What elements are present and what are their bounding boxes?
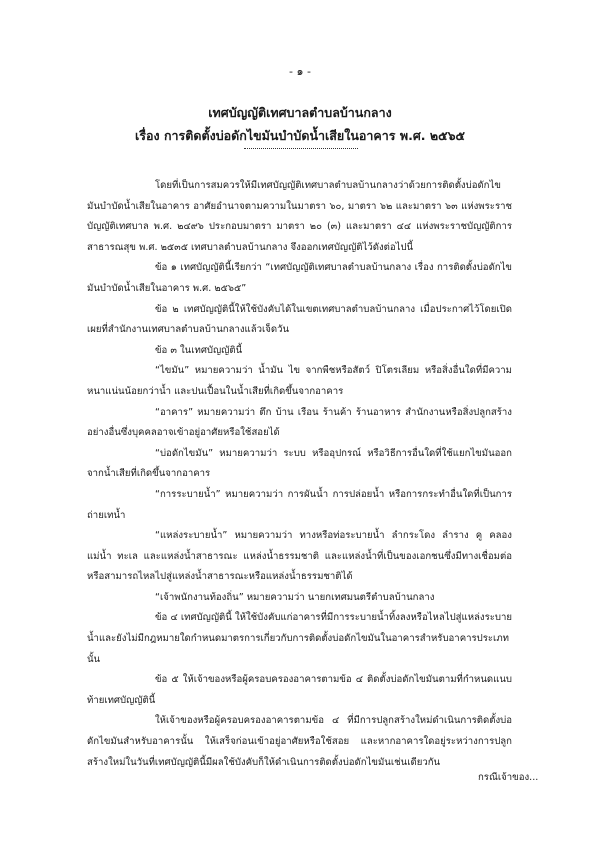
- paragraph: “ไขมัน” หมายความว่า น้ำมัน ไข จากพืชหรือสัตว์ ปิโตรเลียม หรือสิ่งอื่นใดที่มีความหนาแน่นน้อยกว่าน้ำ และปนเปื้อนในน้ำเสียที่เกิดขึ้นจากอาคาร: [87, 365, 512, 397]
- document-title: เทศบัญญัติเทศบาลตำบลบ้านกลาง: [208, 105, 392, 120]
- paragraph: “อาคาร” หมายความว่า ตึก บ้าน เรือน ร้านค้า ร้านอาหาร สำนักงานหรือสิ่งปลูกสร้างอย่างอื่นซึ่งบุคคลอาจเข้าอยู่อาศัยหรือใช้สอยได้: [87, 406, 512, 439]
- paragraph: “การระบายน้ำ” หมายความว่า การผันน้ำ การปล่อยน้ำ หรือการกระทำอื่นใดที่เป็นการถ่ายเทน้ำ: [87, 488, 512, 521]
- title-dotted-separator: [244, 148, 358, 149]
- document-subject: เรื่อง การติดตั้งบ่อดักไขมันบำบัดน้ำเสียในอาคาร พ.ศ. ๒๕๖๕: [135, 128, 465, 143]
- paragraph: โดยที่เป็นการสมควรให้มีเทศบัญญัติเทศบาลตำบลบ้านกลางว่าด้วยการติดตั้งบ่อดักไขมันบำบัดน้ำเสียในอาคาร อาศัยอำนาจตามความในมาตรา ๖๐, มาตรา ๖๒ และมาตรา ๖๓ แห่งพระราชบัญญัติเทศบาล พ.ศ. ๒๔๙๖ ประกอบมาตรา มาตรา ๒๐ (๓) และมาตรา ๔๔ แห่งพระราชบัญญัติการสาธารณสุข พ.ศ. ๒๕๓๕ เทศบาลตำบลบ้านกลาง จึงออกเทศบัญญัติไว้ดังต่อไปนี้: [87, 180, 512, 253]
- continuation-text: กรณีเจ้าของ...: [478, 772, 539, 783]
- document-body: [87, 176, 512, 773]
- paragraph: ข้อ ๑ เทศบัญญัตินี้เรียกว่า “เทศบัญญัติเทศบาลตำบลบ้านกลาง เรื่อง การติดตั้งบ่อดักไขมันบำบัดน้ำเสียในอาคาร พ.ศ. ๒๕๖๕”: [87, 262, 512, 294]
- paragraph: “เจ้าพนักงานท้องถิ่น” หมายความว่า นายกเทศมนตรีตำบลบ้านกลาง: [155, 591, 435, 603]
- paragraph: ข้อ ๓ ในเทศบัญญัตินี้: [155, 344, 243, 356]
- paragraph: ให้เจ้าของหรือผู้ครอบครองอาคารตามข้อ ๔ ที่มีการปลูกสร้างใหม่ดำเนินการติดตั้งบ่อดักไขมันสำหรับอาคารนั้น ให้เสร็จก่อนเข้าอยู่อาศัยหรือใช้สอย และหากอาคารใดอยู่ระหว่างการปลูกสร้างใหม่ในวันที่เทศบัญญัตินี้มีผลใช้บังคับก็ให้ดำเนินการติดตั้งบ่อดักไขมันเช่นเดียวกัน: [87, 715, 512, 768]
- paragraph: “บ่อดักไขมัน” หมายความว่า ระบบ หรืออุปกรณ์ หรือวิธีการอื่นใดที่ใช้แยกไขมันออกจากน้ำเสียที่เกิดขึ้นจากอาคาร: [87, 447, 512, 480]
- paragraph: ข้อ ๔ เทศบัญญัตินี้ ให้ใช้บังคับแก่อาคารที่มีการระบายน้ำทิ้งลงหรือไหลไปสู่แหล่งระบายน้ำและยังไม่มีกฎหมายใดกำหนดมาตรการเกี่ยวกับการติดตั้งบ่อดักไขมันในอาคารสำหรับอาคารประเภทนั้น: [87, 612, 512, 665]
- paragraph: ข้อ ๒ เทศบัญญัตินี้ให้ใช้บังคับได้ในเขตเทศบาลตำบลบ้านกลาง เมื่อประกาศไว้โดยเปิดเผยที่สำนักงานเทศบาลตำบลบ้านกลางแล้วเจ็ดวัน: [87, 303, 512, 336]
- page-number: - ๑ -: [289, 65, 311, 78]
- paragraph: “แหล่งระบายน้ำ” หมายความว่า ทางหรือท่อระบายน้ำ ลำกระโดง ลำราง คู คลอง แม่น้ำ ทะเล และแหล่งน้ำสาธารณะ แหล่งน้ำธรรมชาติ และแหล่งน้ำที่เป็นของเอกชนซึ่งมีทางเชื่อมต่อหรือสามารถไหลไปสู่แหล่งน้ำสาธารณะหรือแหล่งน้ำธรรมชาติได้: [87, 530, 512, 583]
- paragraph: ข้อ ๕ ให้เจ้าของหรือผู้ครอบครองอาคารตามข้อ ๔ ติดตั้งบ่อดักไขมันตามที่กำหนดแนบท้ายเทศบัญญัตินี้: [87, 674, 512, 706]
